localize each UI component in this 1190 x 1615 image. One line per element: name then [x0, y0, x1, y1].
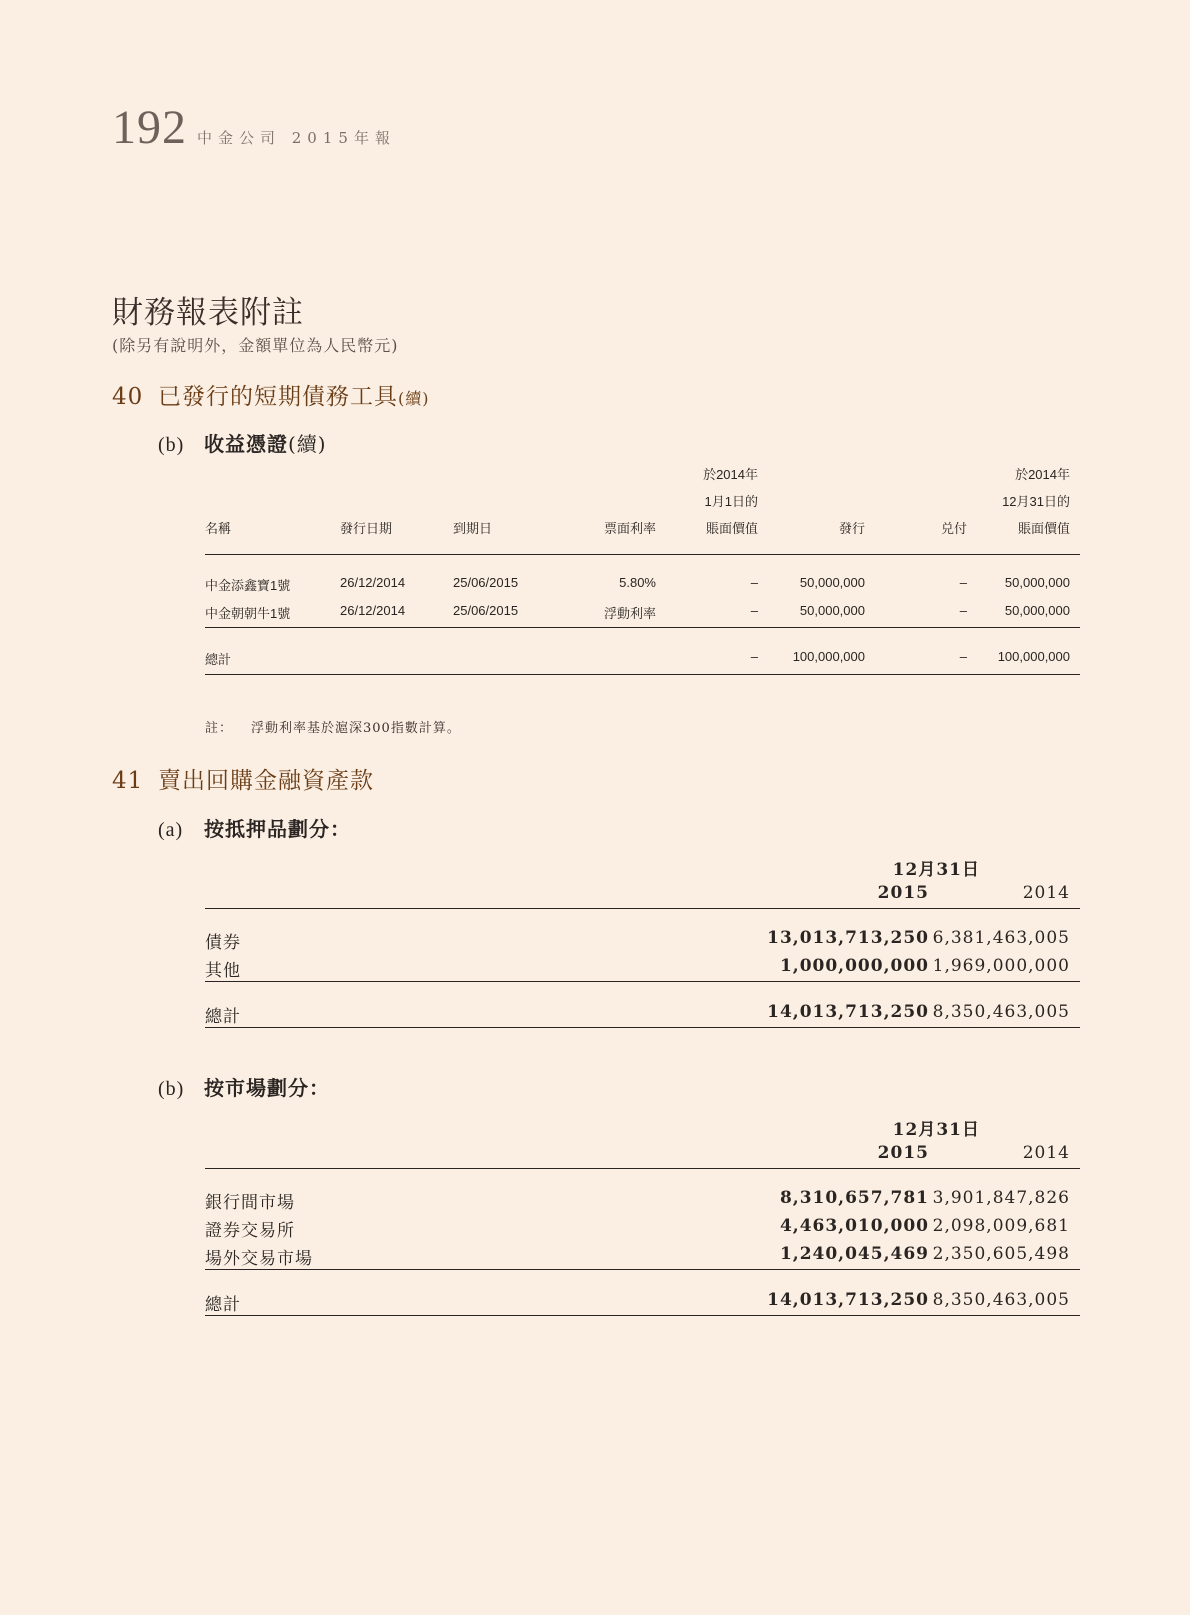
row-1-issued: 50,000,000	[799, 575, 865, 590]
b-date-header: 12月31日	[892, 1120, 980, 1140]
b-total-2014: 8,350,463,005	[932, 1290, 1070, 1310]
note-41-a-title: 按抵押品劃分：	[204, 817, 351, 841]
note-41-a-tag: (a)	[158, 819, 184, 841]
note-40-title: 已發行的短期債務工具	[158, 384, 398, 410]
row-1-coupon: 5.80%	[619, 575, 656, 590]
a-total-label: 總計	[205, 1007, 241, 1027]
a-row-2-2015: 1,000,000,000	[779, 956, 929, 976]
row-1-redeemed: –	[959, 575, 967, 590]
total-opening: –	[750, 649, 758, 664]
subtotal-rule	[205, 627, 1080, 628]
running-head	[112, 100, 396, 155]
row-2-redeemed: –	[959, 603, 967, 618]
a-date-header: 12月31日	[892, 860, 980, 880]
a-header-rule	[205, 908, 1080, 909]
row-2-issue-date: 26/12/2014	[340, 603, 406, 618]
b-subtotal-rule	[205, 1269, 1080, 1270]
note-41-b-heading	[158, 1072, 330, 1101]
b-row-2-2015: 4,463,010,000	[779, 1216, 929, 1236]
footnote-label: 註：	[205, 721, 234, 736]
note-41-number: 41	[112, 768, 144, 794]
a-total-2015: 14,013,713,250	[767, 1002, 929, 1022]
row-2-maturity: 25/06/2015	[453, 603, 519, 618]
a-row-1-2014: 6,381,463,005	[932, 928, 1070, 948]
a-year-2014: 2014	[1022, 883, 1070, 903]
header-closing-line2: 12月31日的	[1002, 494, 1070, 509]
row-1-opening: –	[750, 575, 758, 590]
note-40-heading	[112, 378, 430, 411]
b-row-2-label: 證券交易所	[205, 1221, 295, 1241]
note-41-heading	[112, 762, 374, 795]
total-rule	[205, 674, 1080, 675]
note-40-b-cont: (續)	[288, 432, 327, 456]
b-row-3-2014: 2,350,605,498	[932, 1244, 1070, 1264]
total-issued: 100,000,000	[792, 649, 865, 664]
row-2-coupon: 浮動利率	[603, 606, 656, 621]
header-opening-line2: 1月1日的	[704, 494, 758, 509]
b-total-2015: 14,013,713,250	[767, 1290, 929, 1310]
note-40-b-tag: (b)	[158, 434, 185, 456]
note-40-number: 40	[112, 384, 144, 410]
row-1-name: 中金添鑫寶1號	[205, 578, 291, 593]
note-41-title: 賣出回購金融資產款	[158, 768, 374, 794]
header-rule	[205, 554, 1080, 555]
note-41-a-heading	[158, 813, 351, 842]
b-row-3-label: 場外交易市場	[205, 1249, 313, 1269]
b-year-2014: 2014	[1022, 1143, 1070, 1163]
a-total-rule	[205, 1027, 1080, 1028]
total-redeemed: –	[959, 649, 967, 664]
header-issue-date: 發行日期	[340, 521, 393, 536]
report-title: 中金公司 2015年報	[197, 129, 396, 147]
header-redeemed: 兑付	[940, 521, 967, 536]
header-coupon: 票面利率	[603, 521, 656, 536]
b-row-1-2014: 3,901,847,826	[932, 1188, 1070, 1208]
a-year-2015: 2015	[877, 883, 929, 903]
note-40-b-title: 收益憑證	[204, 432, 288, 456]
note-40-b-heading	[158, 428, 327, 457]
b-total-rule	[205, 1315, 1080, 1316]
note-41-b-title: 按市場劃分：	[204, 1076, 330, 1100]
header-issued: 發行	[838, 521, 865, 536]
row-1-issue-date: 26/12/2014	[340, 575, 406, 590]
total-closing: 100,000,000	[997, 649, 1070, 664]
row-2-name: 中金朝朝牛1號	[205, 606, 291, 621]
row-2-issued: 50,000,000	[799, 603, 865, 618]
section-title: 財務報表附註	[112, 295, 304, 331]
a-row-2-label: 其他	[205, 961, 241, 981]
row-1-maturity: 25/06/2015	[453, 575, 519, 590]
a-subtotal-rule	[205, 981, 1080, 982]
a-row-1-2015: 13,013,713,250	[767, 928, 929, 948]
b-header-rule	[205, 1168, 1080, 1169]
section-subtitle: (除另有說明外，金額單位為人民幣元)	[112, 336, 399, 355]
a-row-1-label: 債券	[205, 933, 241, 953]
b-row-1-2015: 8,310,657,781	[779, 1188, 929, 1208]
row-2-opening: –	[750, 603, 758, 618]
b-year-2015: 2015	[877, 1143, 929, 1163]
header-closing-line1: 於2014年	[1015, 467, 1070, 482]
a-total-2014: 8,350,463,005	[932, 1002, 1070, 1022]
note-41-b-tag: (b)	[158, 1078, 185, 1100]
b-row-3-2015: 1,240,045,469	[779, 1244, 929, 1264]
total-label: 總計	[205, 652, 232, 667]
note-40-footnote	[205, 717, 461, 736]
header-opening-line1: 於2014年	[703, 467, 758, 482]
header-closing-line3: 賬面價值	[1017, 521, 1070, 536]
page-number: 192	[112, 101, 187, 154]
note-40-cont: (續)	[398, 389, 430, 408]
b-row-2-2014: 2,098,009,681	[932, 1216, 1070, 1236]
b-row-1-label: 銀行間市場	[205, 1193, 295, 1213]
header-name: 名稱	[205, 521, 232, 536]
header-maturity: 到期日	[453, 521, 493, 536]
b-total-label: 總計	[205, 1295, 241, 1315]
header-opening-line3: 賬面價值	[705, 521, 758, 536]
row-2-closing: 50,000,000	[1004, 603, 1070, 618]
row-1-closing: 50,000,000	[1004, 575, 1070, 590]
a-row-2-2014: 1,969,000,000	[932, 956, 1070, 976]
footnote-text: 浮動利率基於滬深300指數計算。	[251, 721, 461, 736]
